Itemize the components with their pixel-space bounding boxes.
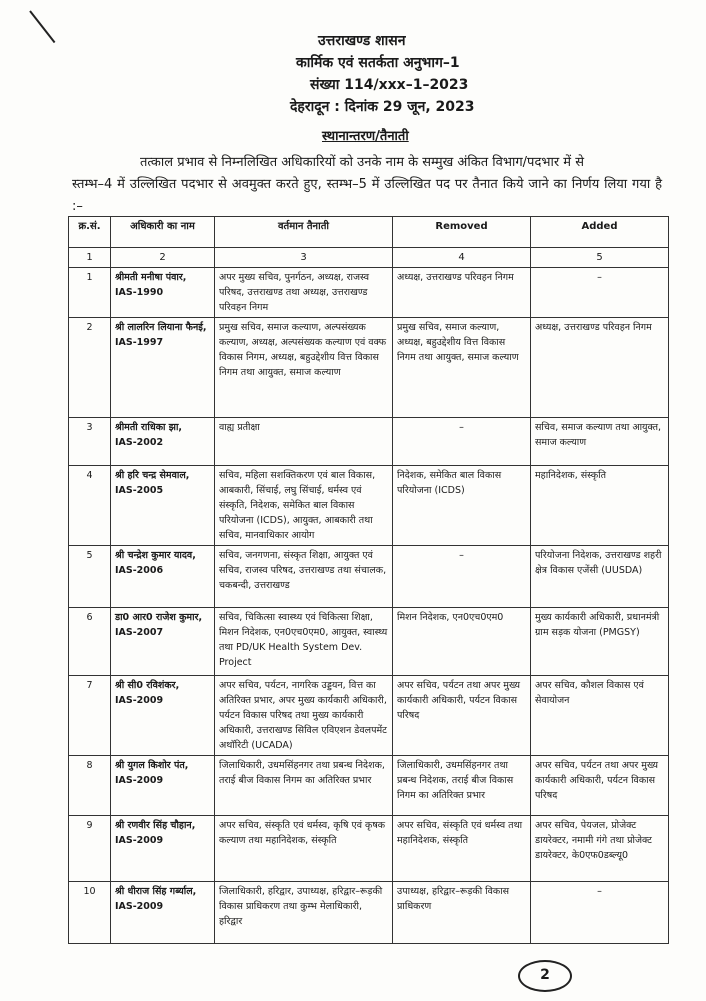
table-row (69, 418, 669, 466)
added-charge: सचिव, समाज कल्याण तथा आयुक्त, समाज कल्याण (531, 418, 669, 466)
officer-cell (111, 418, 215, 466)
officer-name: श्रीमती राधिका झा, (115, 422, 183, 433)
officer-cell (111, 608, 215, 676)
table-row (69, 676, 669, 756)
officer-service: IAS-2009 (115, 901, 164, 912)
transfer-table (68, 216, 669, 944)
added-charge: अपर सचिव, पर्यटन तथा अपर मुख्य कार्यकारी अधिकारी, पर्यटन विकास परिषद (531, 756, 669, 816)
officer-service: IAS-2009 (115, 835, 164, 846)
officer-service: IAS-2006 (115, 565, 164, 576)
officer-service: IAS-2009 (115, 775, 164, 786)
officer-cell (111, 268, 215, 318)
officer-name: श्री लालरिन लियाना फैनई, (115, 322, 207, 333)
column-number: 3 (215, 248, 393, 268)
table-row (69, 882, 669, 944)
department-heading: कार्मिक एवं सतर्कता अनुभाग–1 (296, 55, 460, 71)
officer-name: श्री युगल किशोर पंत, (115, 760, 189, 771)
added-charge: – (531, 882, 669, 944)
current-posting: जिलाधिकारी, उधमसिंहनगर तथा प्रबन्ध निदेशक, तराई बीज विकास निगम का अतिरिक्त प्रभार (215, 756, 393, 816)
pen-stroke-mark (29, 10, 55, 43)
officer-service: IAS-2005 (115, 485, 164, 496)
place-date: देहरादून : दिनांक 29 जून, 2023 (290, 99, 475, 115)
header-added: Added (531, 217, 669, 248)
intro-line-1: तत्काल प्रभाव से निम्नलिखित अधिकारियों को उनके नाम के सम्मुख अंकित विभाग/पदभार में से (140, 155, 584, 170)
table-row (69, 816, 669, 882)
officer-name: श्री धीराज सिंह गर्ब्याल, (115, 886, 197, 897)
column-number-row (69, 248, 669, 268)
current-posting: अपर सचिव, पर्यटन, नागरिक उड्डयन, वित्त का अतिरिक्त प्रभार, अपर मुख्य कार्यकारी अधिकारी, पर्यटन विकास परिषद तथा मुख्य कार्यकारी अधिकारी, उत्तराखण्ड सिविल एविएशन डेवलपमेंट अथॉरिटी (UCADA) (215, 676, 393, 756)
officer-service: IAS-1997 (115, 337, 164, 348)
current-posting: अपर सचिव, संस्कृति एवं धर्मस्व, कृषि एवं कृषक कल्याण तथा महानिदेशक, संस्कृति (215, 816, 393, 882)
table-row (69, 546, 669, 608)
serial-number: 9 (69, 816, 111, 882)
officer-name: श्रीमती मनीषा पंवार, (115, 272, 187, 283)
current-posting: प्रमुख सचिव, समाज कल्याण, अल्पसंख्यक कल्याण, अध्यक्ष, अल्पसंख्यक कल्याण एवं वक्फ विकास निगम, अध्यक्ष, बहुउद्देशीय वित्त विकास निगम तथा आयुक्त, समाज कल्याण (215, 318, 393, 418)
officer-name: श्री चन्द्रेश कुमार यादव, (115, 550, 196, 561)
removed-charge: – (393, 546, 531, 608)
header-officer-name: अधिकारी का नाम (111, 217, 215, 248)
column-number: 4 (393, 248, 531, 268)
order-number: संख्या 114/xxx–1–2023 (310, 77, 469, 93)
officer-name: श्री सी0 रविशंकर, (115, 680, 180, 691)
officer-service: IAS-2009 (115, 695, 164, 706)
column-number: 2 (111, 248, 215, 268)
officer-cell (111, 816, 215, 882)
column-number: 1 (69, 248, 111, 268)
serial-number: 1 (69, 268, 111, 318)
removed-charge: उपाध्यक्ष, हरिद्वार–रूड़की विकास प्राधिकरण (393, 882, 531, 944)
removed-charge: अध्यक्ष, उत्तराखण्ड परिवहन निगम (393, 268, 531, 318)
removed-charge: प्रमुख सचिव, समाज कल्याण, अध्यक्ष, बहुउद्देशीय वित्त विकास निगम तथा आयुक्त, समाज कल्याण (393, 318, 531, 418)
serial-number: 10 (69, 882, 111, 944)
officer-service: IAS-2002 (115, 437, 164, 448)
table-row (69, 466, 669, 546)
table-row (69, 608, 669, 676)
removed-charge: अपर सचिव, पर्यटन तथा अपर मुख्य कार्यकारी अधिकारी, पर्यटन विकास परिषद (393, 676, 531, 756)
header-current-posting: वर्तमान तैनाती (215, 217, 393, 248)
added-charge: अपर सचिव, कौशल विकास एवं सेवायोजन (531, 676, 669, 756)
added-charge: अध्यक्ष, उत्तराखण्ड परिवहन निगम (531, 318, 669, 418)
removed-charge: निदेशक, समेकित बाल विकास परियोजना (ICDS) (393, 466, 531, 546)
officer-service: IAS-1990 (115, 287, 164, 298)
serial-number: 6 (69, 608, 111, 676)
officer-cell (111, 756, 215, 816)
current-posting: सचिव, महिला सशक्तिकरण एवं बाल विकास, आबकारी, सिंचाई, लघु सिंचाई, धर्मस्व एवं संस्कृति, निदेशक, समेकित बाल विकास परियोजना (ICDS), आयुक्त, आबकारी तथा सचिव, मानवाधिकार आयोग (215, 466, 393, 546)
officer-cell (111, 466, 215, 546)
table-row (69, 268, 669, 318)
government-heading: उत्तराखण्ड शासन (318, 33, 406, 49)
current-posting: सचिव, चिकित्सा स्वास्थ्य एवं चिकित्सा शिक्षा, मिशन निदेशक, एन0एच0एम0, आयुक्त, स्वास्थ्य तथा PD/UK Health System Dev. Project (215, 608, 393, 676)
officer-cell (111, 882, 215, 944)
removed-charge: जिलाधिकारी, उधमसिंहनगर तथा प्रबन्ध निदेशक, तराई बीज विकास निगम का अतिरिक्त प्रभार (393, 756, 531, 816)
removed-charge: मिशन निदेशक, एन0एच0एम0 (393, 608, 531, 676)
added-charge: महानिदेशक, संस्कृति (531, 466, 669, 546)
officer-cell (111, 546, 215, 608)
serial-number: 8 (69, 756, 111, 816)
officer-name: डा0 आर0 राजेश कुमार, (115, 612, 203, 623)
added-charge: परियोजना निदेशक, उत्तराखण्ड शहरी क्षेत्र विकास एजेंसी (UUSDA) (531, 546, 669, 608)
header-removed: Removed (393, 217, 531, 248)
subject-heading: स्थानान्तरण/तैनाती (322, 129, 409, 144)
intro-paragraph: स्तम्भ–4 में उल्लिखित पदभार से अवमुक्त करते हुए, स्तम्भ–5 में उल्लिखित पद पर तैनात किये जाने का निर्णय लिया गया है :– (72, 177, 662, 214)
table-row (69, 318, 669, 418)
added-charge: मुख्य कार्यकारी अधिकारी, प्रधानमंत्री ग्राम सड़क योजना (PMGSY) (531, 608, 669, 676)
current-posting: जिलाधिकारी, हरिद्वार, उपाध्यक्ष, हरिद्वार–रूड़की विकास प्राधिकरण तथा कुम्भ मेलाधिकारी, हरिद्वार (215, 882, 393, 944)
officer-cell (111, 318, 215, 418)
serial-number: 5 (69, 546, 111, 608)
officer-name: श्री रणवीर सिंह चौहान, (115, 820, 196, 831)
current-posting: सचिव, जनगणना, संस्कृत शिक्षा, आयुक्त एवं सचिव, राजस्व परिषद, उत्तराखण्ड तथा संचालक, चकबन्दी, उत्तराखण्ड (215, 546, 393, 608)
removed-charge: – (393, 418, 531, 466)
table-header-row (69, 217, 669, 248)
serial-number: 4 (69, 466, 111, 546)
added-charge: अपर सचिव, पेयजल, प्रोजेक्ट डायरेक्टर, नमामी गंगे तथा प्रोजेक्ट डायरेक्टर, के0एफ0डब्ल्यू0 (531, 816, 669, 882)
officer-service: IAS-2007 (115, 627, 164, 638)
serial-number: 7 (69, 676, 111, 756)
officer-name: श्री हरि चन्द्र सेमवाल, (115, 470, 190, 481)
removed-charge: अपर सचिव, संस्कृति एवं धर्मस्व तथा महानिदेशक, संस्कृति (393, 816, 531, 882)
serial-number: 3 (69, 418, 111, 466)
table-row (69, 756, 669, 816)
column-number: 5 (531, 248, 669, 268)
added-charge: – (531, 268, 669, 318)
current-posting: अपर मुख्य सचिव, पुनर्गठन, अध्यक्ष, राजस्व परिषद, उत्तराखण्ड तथा अध्यक्ष, उत्तराखण्ड परिवहन निगम (215, 268, 393, 318)
serial-number: 2 (69, 318, 111, 418)
page-number-mark: 2 (518, 960, 572, 992)
header-serial: क्र.सं. (69, 217, 111, 248)
current-posting: वाह्य प्रतीक्षा (215, 418, 393, 466)
officer-cell (111, 676, 215, 756)
